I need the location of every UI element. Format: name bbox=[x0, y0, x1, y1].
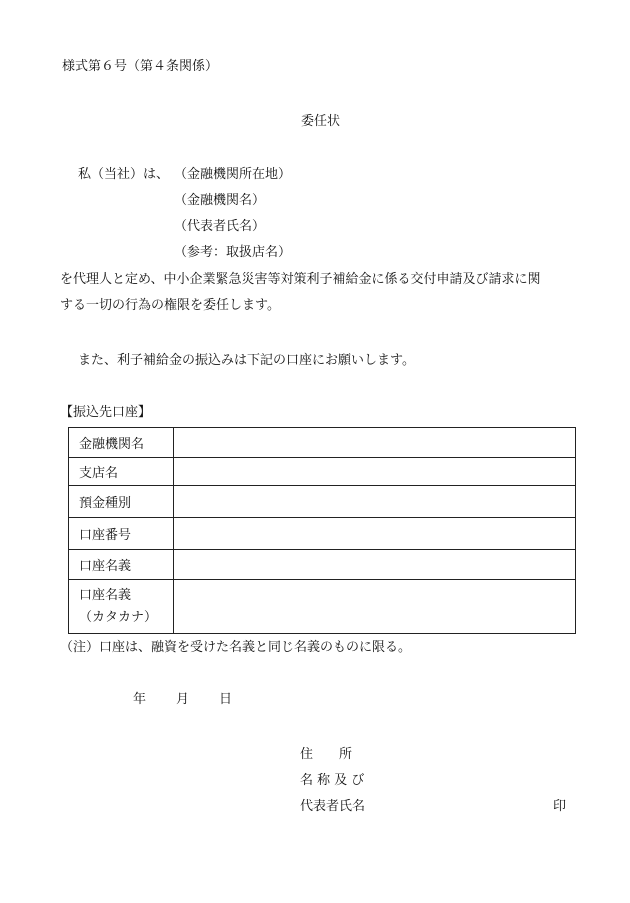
account-table bbox=[68, 427, 576, 634]
date-year: 年 bbox=[133, 692, 147, 707]
principal-prefix: 私（当社）は、 bbox=[78, 167, 170, 182]
account-row-bank-name bbox=[69, 428, 576, 458]
account-value-input[interactable] bbox=[174, 518, 576, 550]
account-row-deposit-type bbox=[69, 486, 576, 518]
account-label: 支店名 bbox=[69, 458, 174, 486]
field-bank-address: （金融機関所在地） bbox=[174, 167, 292, 182]
field-bank-name: （金融機関名） bbox=[174, 193, 266, 208]
account-heading: 【振込先口座】 bbox=[60, 405, 152, 420]
account-value-input[interactable] bbox=[174, 458, 576, 486]
seal-mark: 印 bbox=[553, 799, 567, 814]
signature-rep-label: 代表者氏名 bbox=[300, 799, 366, 814]
account-label-kana: （カタカナ） bbox=[79, 609, 158, 625]
field-branch-reference: （参考：取扱店名） bbox=[174, 245, 292, 260]
transfer-sentence: また、利子補給金の振込みは下記の口座にお願いします。 bbox=[78, 353, 415, 368]
field-representative-name: （代表者氏名） bbox=[174, 219, 266, 234]
date-day: 日 bbox=[219, 692, 233, 707]
date-month: 月 bbox=[176, 692, 190, 707]
account-label: 口座番号 bbox=[69, 518, 174, 550]
account-label bbox=[69, 580, 174, 634]
signature-address-label: 住 所 bbox=[300, 747, 353, 762]
account-value-input[interactable] bbox=[174, 428, 576, 458]
account-label: 口座名義 bbox=[69, 550, 174, 580]
account-value-input[interactable] bbox=[174, 550, 576, 580]
body-line-2: する一切の行為の権限を委任します。 bbox=[60, 298, 280, 313]
account-label: 預金種別 bbox=[69, 486, 174, 518]
account-row-branch bbox=[69, 458, 576, 486]
account-row-holder-kana bbox=[69, 580, 576, 634]
signature-name-label: 名 称 及 び bbox=[300, 773, 365, 788]
account-value-input[interactable] bbox=[174, 580, 576, 634]
body-line-1: を代理人と定め、中小企業緊急災害等対策利子補給金に係る交付申請及び請求に関 bbox=[60, 272, 541, 287]
account-label: 金融機関名 bbox=[69, 428, 174, 458]
form-number: 様式第６号（第４条関係） bbox=[62, 59, 219, 74]
account-row-number bbox=[69, 518, 576, 550]
account-label-line: 口座名義 bbox=[79, 587, 132, 603]
document-title: 委任状 bbox=[301, 114, 341, 129]
account-value-input[interactable] bbox=[174, 486, 576, 518]
account-row-holder bbox=[69, 550, 576, 580]
note: （注）口座は、融資を受けた名義と同じ名義のものに限る。 bbox=[60, 640, 412, 655]
